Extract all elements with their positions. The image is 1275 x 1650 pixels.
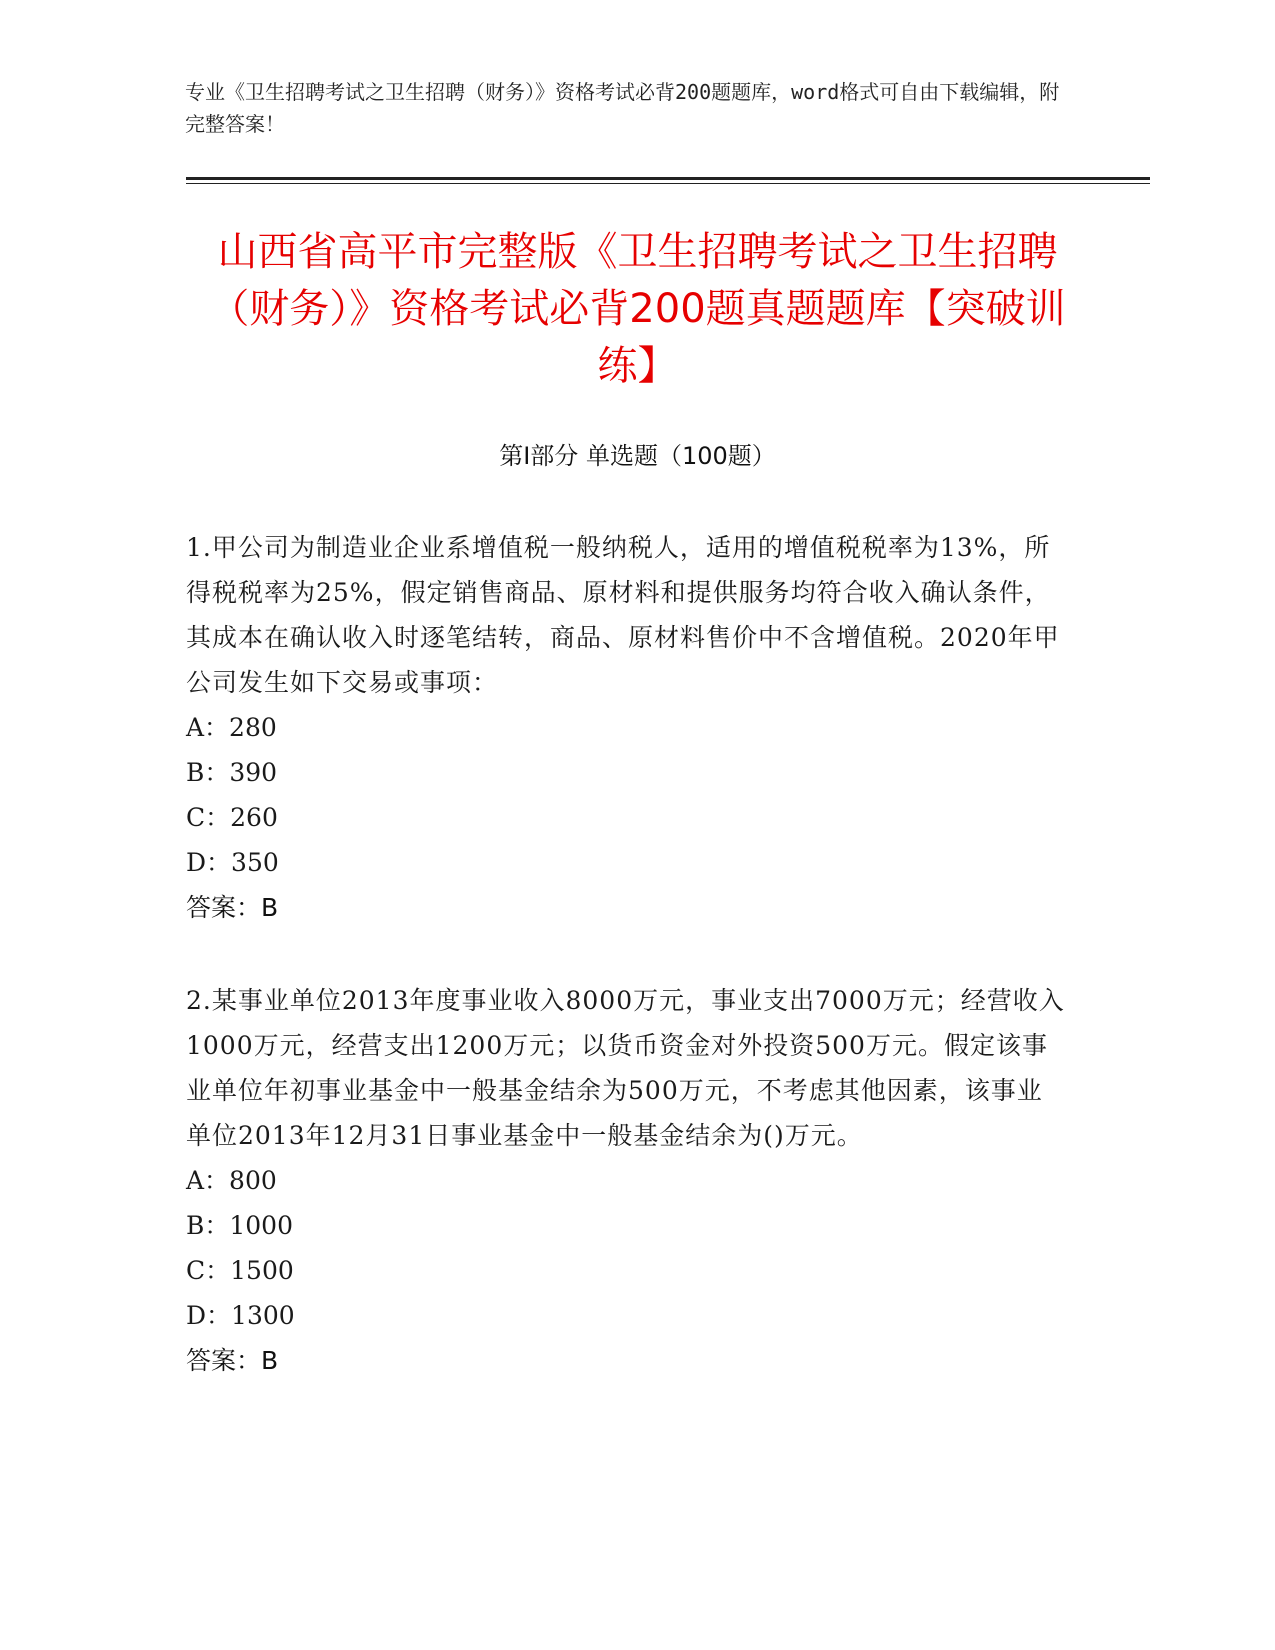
option-c: C：1500 (186, 1256, 294, 1285)
option-d: D：1300 (186, 1301, 295, 1330)
option-b: B：390 (186, 758, 278, 787)
header-rule-thin (186, 183, 1150, 184)
option-d: D：350 (186, 848, 279, 877)
header-rule-thick (186, 177, 1150, 180)
document-title: 山西省高平市完整版《卫生招聘考试之卫生招聘（财务）》资格考试必背200题真题题库【突破训练】 (209, 229, 1066, 389)
option-b: B：1000 (186, 1211, 293, 1240)
answer-line: 答案：B (186, 1346, 279, 1375)
header-note: 专业《卫生招聘考试之卫生招聘（财务）》资格考试必背200题题库，word格式可自由下载编辑，附完整答案！ (185, 80, 1060, 136)
section-title: 第Ⅰ部分 单选题（100题） (499, 442, 776, 470)
option-a: A：280 (186, 713, 277, 742)
option-a: A：800 (186, 1166, 277, 1195)
question-text: 1.甲公司为制造业企业系增值税一般纳税人，适用的增值税税率为13%，所得税税率为25%，假定销售商品、原材料和提供服务均符合收入确认条件，其成本在确认收入时逐笔结转，商品、原材料售价中不含增值税。2020年甲公司发生如下交易或事项： (186, 533, 1060, 697)
option-c: C：260 (186, 803, 278, 832)
question-text: 2.某事业单位2013年度事业收入8000万元，事业支出7000万元；经营收入1000万元，经营支出1200万元；以货币资金对外投资500万元。假定该事业单位年初事业基金中一般基金结余为500万元，不考虑其他因素，该事业单位2013年12月31日事业基金中一般基金结余为()万元。 (186, 986, 1065, 1150)
answer-line: 答案：B (186, 893, 279, 922)
question-2 (186, 978, 1066, 1383)
question-1 (186, 525, 1066, 930)
